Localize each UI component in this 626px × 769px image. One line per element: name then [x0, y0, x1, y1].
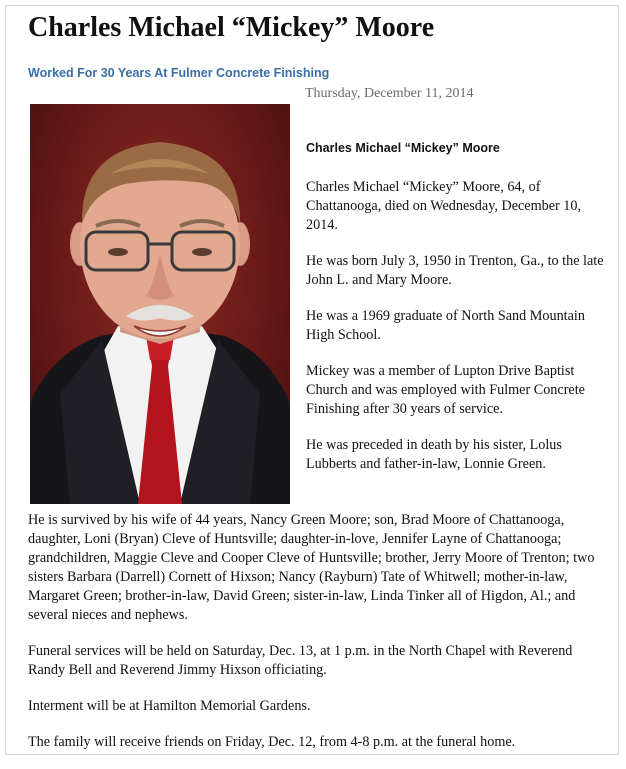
- paragraph-death-notice: Charles Michael “Mickey” Moore, 64, of Chattanooga, died on Wednesday, December 10, 2014.: [306, 179, 582, 233]
- paragraph-preceded-in-death: He was preceded in death by his sister, Lolus Lubberts and father-in-law, Lonnie Green.: [306, 437, 562, 472]
- article-subtitle: Worked For 30 Years At Fulmer Concrete Finishing: [28, 66, 330, 80]
- page-title: Charles Michael “Mickey” Moore: [28, 12, 435, 43]
- paragraph-funeral-services: Funeral services will be held on Saturday, Dec. 13, at 1 p.m. in the North Chapel with Reverend Randy Bell and Reverend Jimmy Hixson officiating.: [28, 643, 573, 678]
- paragraph-education: He was a 1969 graduate of North Sand Mountain High School.: [306, 308, 585, 343]
- paragraph-visitation: The family will receive friends on Friday, Dec. 12, from 4-8 p.m. at the funeral home.: [28, 734, 516, 750]
- obituary-body: [28, 511, 600, 769]
- obituary-name-heading: Charles Michael “Mickey” Moore: [306, 141, 500, 155]
- paragraph-survivors: He is survived by his wife of 44 years, Nancy Green Moore; son, Brad Moore of Chattanooga, daughter, Loni (Bryan) Cleve of Huntsville; daughter-in-love, Jennifer Layne of Chattanooga; grandchildren, Maggie Cleve and Cooper Cleve of Huntsville; brother, Jerry Moore of Trenton; two sisters Barbara (Darrell) Cornett of Hixson; Nancy (Rayburn) Tate of Whitwell; mother-in-law, Margaret Green; brother-in-law, David Green; sister-in-law, Linda Tinker all of Higdon, Al.; and several nieces and nephews.: [28, 512, 595, 623]
- paragraph-interment: Interment will be at Hamilton Memorial Gardens.: [28, 698, 311, 714]
- portrait-photo: [30, 104, 290, 504]
- paragraph-church-employment: Mickey was a member of Lupton Drive Baptist Church and was employed with Fulmer Concrete Finishing after 30 years of service.: [306, 363, 585, 417]
- paragraph-birth: He was born July 3, 1950 in Trenton, Ga., to the late John L. and Mary Moore.: [306, 253, 604, 288]
- biography-column: [306, 139, 606, 491]
- publish-date: Thursday, December 11, 2014: [305, 86, 474, 101]
